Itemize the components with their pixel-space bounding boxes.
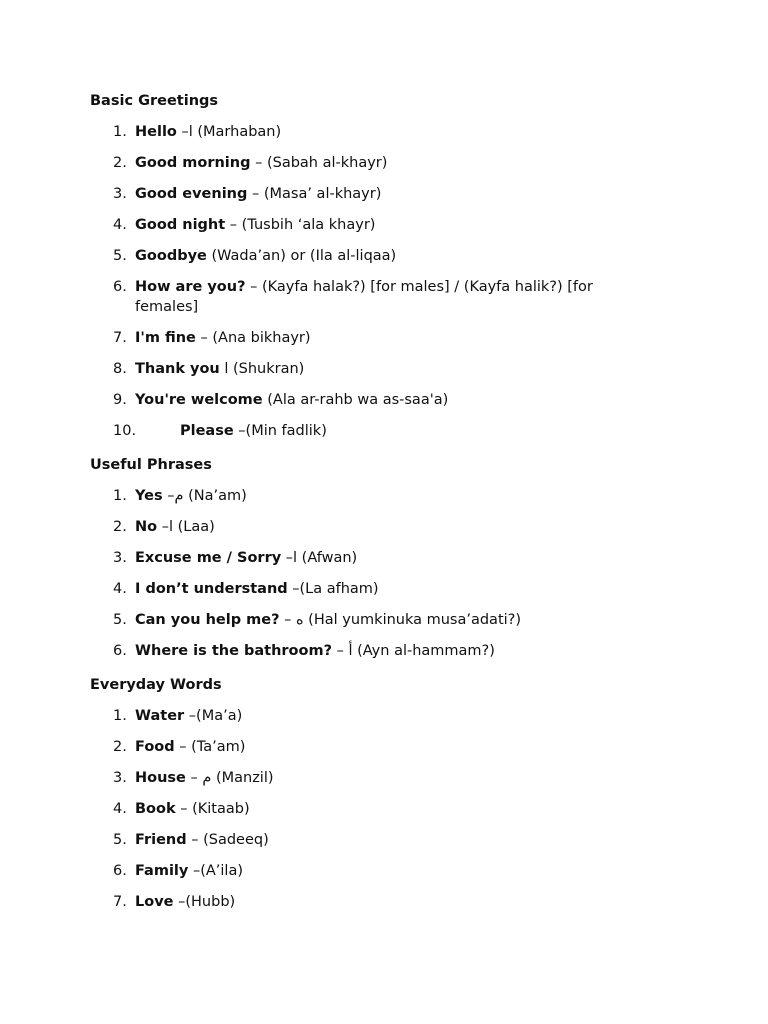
item-number: 8. xyxy=(113,361,127,377)
item-number: 2. xyxy=(113,155,127,171)
item-number: 2. xyxy=(113,739,127,755)
item-term: Can you help me? xyxy=(135,612,280,628)
section-useful-phrases xyxy=(90,455,690,661)
item-translation: – (Kitaab) xyxy=(175,801,250,817)
list-item xyxy=(90,641,635,661)
list-item xyxy=(90,215,635,235)
item-translation: – (Sabah al-khayr) xyxy=(250,155,388,171)
item-number: 7. xyxy=(113,330,127,346)
section-heading: Useful Phrases xyxy=(90,457,212,473)
item-term: Good morning xyxy=(135,155,251,171)
item-term: Hello xyxy=(135,124,177,140)
list-item xyxy=(90,421,680,441)
item-translation: – (Sadeeq) xyxy=(186,832,269,848)
list-item xyxy=(90,861,635,881)
item-number: 7. xyxy=(113,894,127,910)
item-term: Excuse me / Sorry xyxy=(135,550,282,566)
item-translation: –م (Na’am) xyxy=(162,488,247,504)
section-everyday-words xyxy=(90,675,690,912)
item-translation: –(La afham) xyxy=(287,581,379,597)
list-item xyxy=(90,277,625,317)
item-translation: l (Shukran) xyxy=(219,361,305,377)
item-translation: –(Ma’a) xyxy=(184,708,243,724)
item-term: House xyxy=(135,770,186,786)
item-translation: – ه (Hal yumkinuka musa’adati?) xyxy=(279,612,522,628)
list xyxy=(90,122,690,441)
list-item xyxy=(90,390,635,410)
item-term: You're welcome xyxy=(135,392,263,408)
item-translation: – (Masa’ al-khayr) xyxy=(247,186,382,202)
list-item xyxy=(90,246,635,266)
list-item xyxy=(90,548,635,568)
item-number: 5. xyxy=(113,832,127,848)
item-translation: (Wada’an) or (Ila al-liqaa) xyxy=(206,248,397,264)
item-term: Yes xyxy=(135,488,163,504)
item-translation: – (Kayfa halak?) [for males] / (Kayfa halik?) [for females] xyxy=(135,279,593,315)
item-translation: –l (Laa) xyxy=(157,519,215,535)
list-item xyxy=(90,706,635,726)
list-item xyxy=(90,184,635,204)
item-term: I don’t understand xyxy=(135,581,288,597)
item-translation: – (Ana bikhayr) xyxy=(195,330,311,346)
list-item xyxy=(90,737,635,757)
item-number: 4. xyxy=(113,581,127,597)
item-term: Family xyxy=(135,863,189,879)
item-translation: – (Tusbih ‘ala khayr) xyxy=(225,217,376,233)
item-number: 3. xyxy=(113,770,127,786)
item-translation: –l (Afwan) xyxy=(281,550,358,566)
list-item xyxy=(90,610,635,630)
item-number: 6. xyxy=(113,643,127,659)
item-term: Good night xyxy=(135,217,226,233)
list-item xyxy=(90,517,635,537)
list-item xyxy=(90,768,635,788)
list-item xyxy=(90,122,635,142)
item-term: Water xyxy=(135,708,185,724)
list-item xyxy=(90,359,635,379)
list-item xyxy=(90,328,635,348)
list-item xyxy=(90,830,635,850)
list xyxy=(90,706,690,912)
item-term: Where is the bathroom? xyxy=(135,643,332,659)
item-number: 2. xyxy=(113,519,127,535)
item-number: 5. xyxy=(113,248,127,264)
item-term: Goodbye xyxy=(135,248,207,264)
item-term: Food xyxy=(135,739,175,755)
item-term: Love xyxy=(135,894,174,910)
item-translation: –(Min fadlik) xyxy=(233,423,327,439)
list-item xyxy=(90,579,635,599)
item-translation: (Ala ar-rahb wa as-saa'a) xyxy=(262,392,449,408)
item-term: Please xyxy=(180,423,234,439)
item-number: 4. xyxy=(113,217,127,233)
item-number: 1. xyxy=(113,124,127,140)
item-term: Friend xyxy=(135,832,187,848)
section-heading: Everyday Words xyxy=(90,677,222,693)
section-basic-greetings xyxy=(90,91,690,441)
item-translation: – أ (Ayn al-hammam?) xyxy=(331,643,495,659)
item-term: Good evening xyxy=(135,186,248,202)
list xyxy=(90,486,690,661)
item-translation: – م (Manzil) xyxy=(185,770,274,786)
list-item xyxy=(90,799,635,819)
item-term: No xyxy=(135,519,158,535)
item-translation: –(A’ila) xyxy=(188,863,243,879)
list-item xyxy=(90,153,635,173)
item-term: Thank you xyxy=(135,361,220,377)
item-translation: –(Hubb) xyxy=(173,894,236,910)
list-item xyxy=(90,892,635,912)
item-number: 3. xyxy=(113,550,127,566)
item-number: 6. xyxy=(113,863,127,879)
item-translation: –l (Marhaban) xyxy=(176,124,282,140)
item-translation: – (Ta’am) xyxy=(174,739,246,755)
item-term: Book xyxy=(135,801,176,817)
list-item xyxy=(90,486,635,506)
item-number: 1. xyxy=(113,708,127,724)
item-number: 9. xyxy=(113,392,127,408)
section-heading: Basic Greetings xyxy=(90,93,219,109)
item-number: 5. xyxy=(113,612,127,628)
item-number: 3. xyxy=(113,186,127,202)
item-number: 1. xyxy=(113,488,127,504)
item-term: I'm fine xyxy=(135,330,196,346)
item-number: 4. xyxy=(113,801,127,817)
item-number: 10. xyxy=(113,423,137,439)
item-term: How are you? xyxy=(135,279,246,295)
item-number: 6. xyxy=(113,279,127,295)
